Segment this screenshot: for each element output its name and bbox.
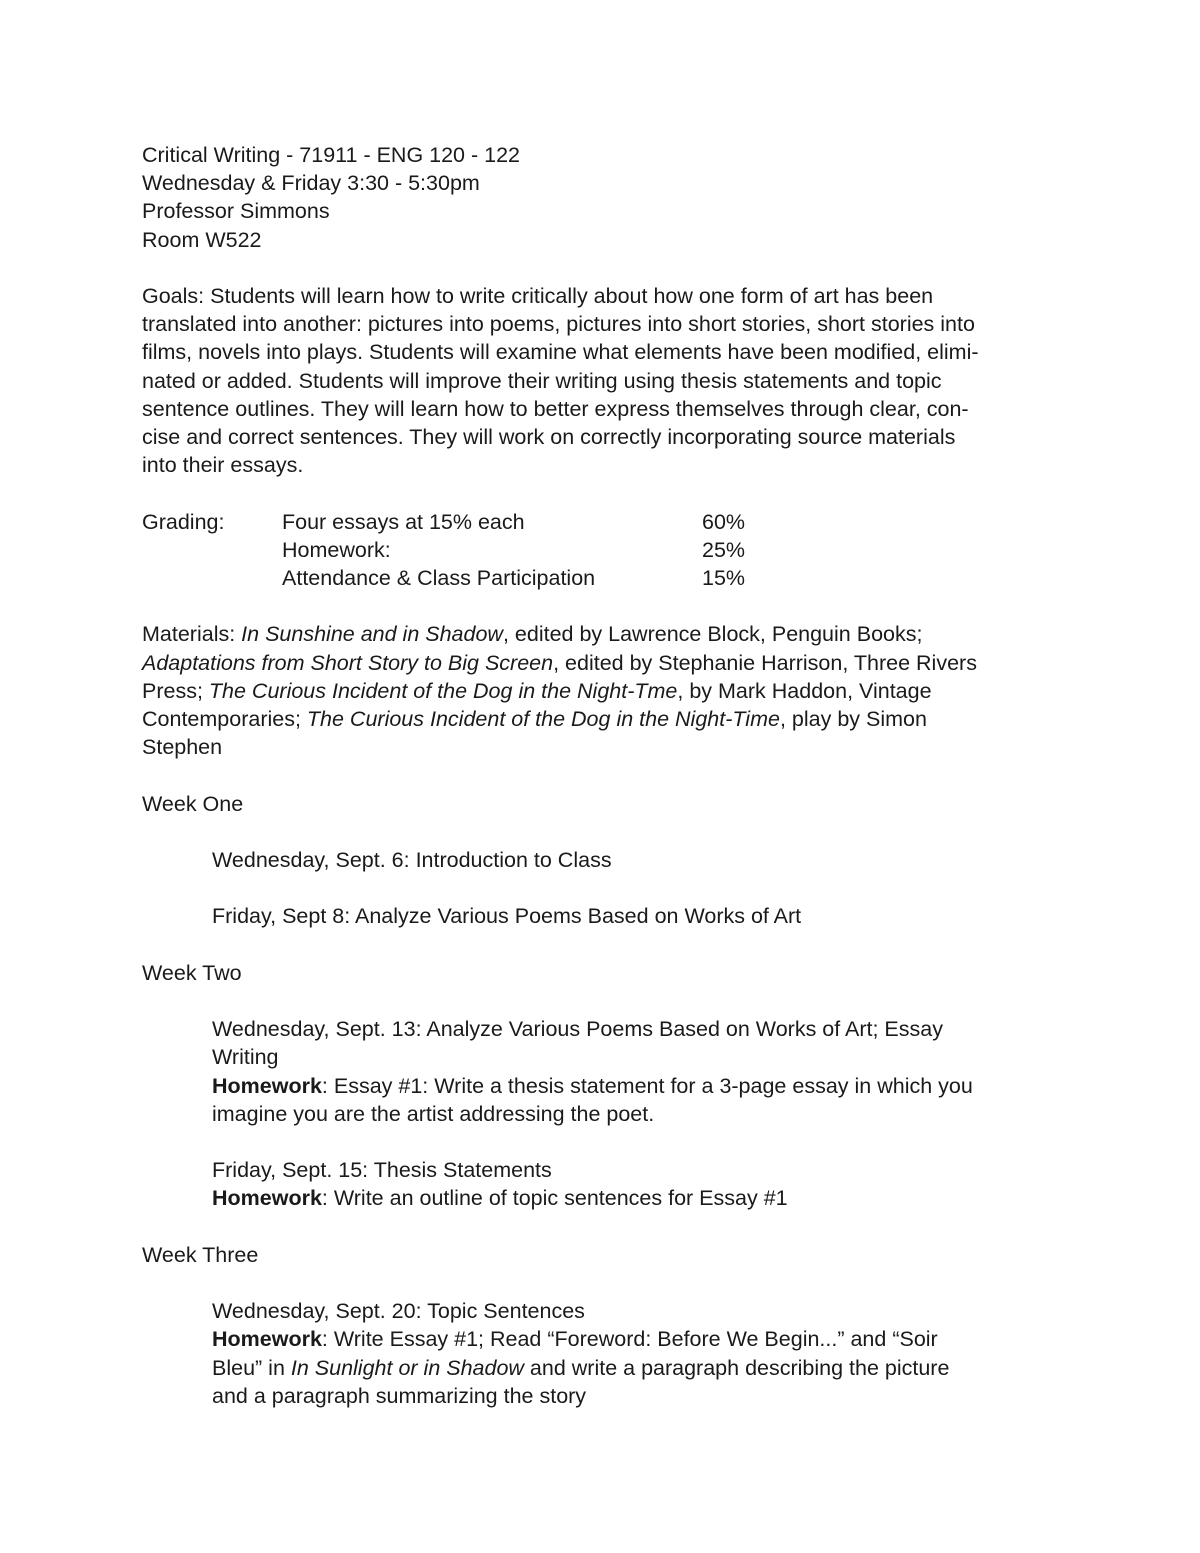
homework-line: Homework: Write Essay #1; Read “Foreword: Before We Begin...” and “Soir [212, 1327, 938, 1352]
book-title: The Curious Incident of the Dog in the Night-Time [306, 707, 780, 732]
goals-line: into their essays. [142, 453, 304, 478]
materials-line: Press; The Curious Incident of the Dog in the Night-Tme, by Mark Haddon, Vintage [142, 678, 932, 703]
syllabus-page [142, 141, 1052, 1410]
class-schedule: Wednesday & Friday 3:30 - 5:30pm [142, 171, 480, 196]
week-two-schedule [142, 1015, 1052, 1212]
goals-section [142, 282, 1052, 479]
grading-section [142, 508, 1052, 593]
homework-label: Homework [212, 1327, 322, 1352]
class-day: Wednesday, Sept. 6: Introduction to Class [212, 848, 612, 872]
homework-label: Homework [212, 1186, 322, 1211]
grading-item: Four essays at 15% each [282, 509, 525, 534]
homework-line: imagine you are the artist addressing the poet. [212, 1101, 655, 1126]
professor-name: Professor Simmons [142, 199, 330, 224]
homework-line: Homework: Essay #1: Write a thesis statement for a 3-page essay in which you [212, 1073, 973, 1098]
goals-line: sentence outlines. They will learn how to better express themselves through clear, con- [142, 396, 969, 421]
course-header [142, 141, 1052, 254]
spacer [142, 479, 1052, 507]
goals-line: Goals: Students will learn how to write critically about how one form of art has been [142, 284, 934, 308]
grading-percent: 60% [702, 509, 746, 534]
grading-row [142, 564, 1052, 592]
goals-line: nated or added. Students will improve their writing using thesis statements and topic [142, 368, 942, 393]
week-heading: Week Three [142, 1242, 259, 1267]
materials-line: Stephen [142, 735, 223, 760]
room-number: Room W522 [142, 227, 262, 252]
class-day: Friday, Sept. 15: Thesis Statements [212, 1158, 552, 1183]
materials-line: Adaptations from Short Story to Big Screen, edited by Stephanie Harrison, Three Rivers [142, 650, 977, 675]
materials-line: Contemporaries; The Curious Incident of the Dog in the Night-Time, play by Simon [142, 707, 927, 732]
spacer [142, 761, 1052, 789]
homework-label: Homework [212, 1073, 322, 1098]
grading-row [142, 508, 1052, 536]
grading-row [142, 536, 1052, 564]
class-day: Wednesday, Sept. 20: Topic Sentences [212, 1299, 585, 1324]
class-day: Writing [212, 1045, 279, 1070]
goals-line: cise and correct sentences. They will work on correctly incorporating source materials [142, 425, 956, 450]
grading-item: Homework: [282, 537, 391, 562]
class-day: Friday, Sept 8: Analyze Various Poems Based on Works of Art [212, 904, 802, 929]
spacer [142, 592, 1052, 620]
grading-label: Grading: [142, 509, 225, 534]
goals-line: films, novels into plays. Students will examine what elements have been modified, elimi- [142, 340, 979, 365]
week-heading: Week Two [142, 960, 242, 985]
grading-percent: 25% [702, 537, 746, 562]
spacer [142, 254, 1052, 282]
book-title: In Sunlight or in Shadow [290, 1355, 524, 1380]
class-day: Wednesday, Sept. 13: Analyze Various Poems Based on Works of Art; Essay [212, 1017, 943, 1042]
grading-item: Attendance & Class Participation [282, 566, 596, 591]
homework-line: Bleu” in In Sunlight or in Shadow and write a paragraph describing the picture [212, 1355, 950, 1380]
book-title: The Curious Incident of the Dog in the Night-Tme [208, 678, 678, 703]
week-three-schedule [142, 1297, 1052, 1410]
goals-line: translated into another: pictures into poems, pictures into short stories, short stories into [142, 312, 975, 337]
homework-line: and a paragraph summarizing the story [212, 1383, 587, 1408]
grading-percent: 15% [702, 566, 746, 591]
course-title: Critical Writing - 71911 - ENG 120 - 122 [142, 143, 520, 167]
materials-line: Materials: In Sunshine and in Shadow, edited by Lawrence Block, Penguin Books; [142, 622, 923, 647]
materials-section [142, 620, 1052, 761]
book-title: In Sunshine and in Shadow [241, 622, 503, 647]
homework-line: Homework: Write an outline of topic sentences for Essay #1 [212, 1186, 788, 1211]
week-one-schedule [142, 846, 1052, 931]
week-heading: Week One [142, 791, 244, 816]
book-title: Adaptations from Short Story to Big Screen [142, 650, 554, 675]
